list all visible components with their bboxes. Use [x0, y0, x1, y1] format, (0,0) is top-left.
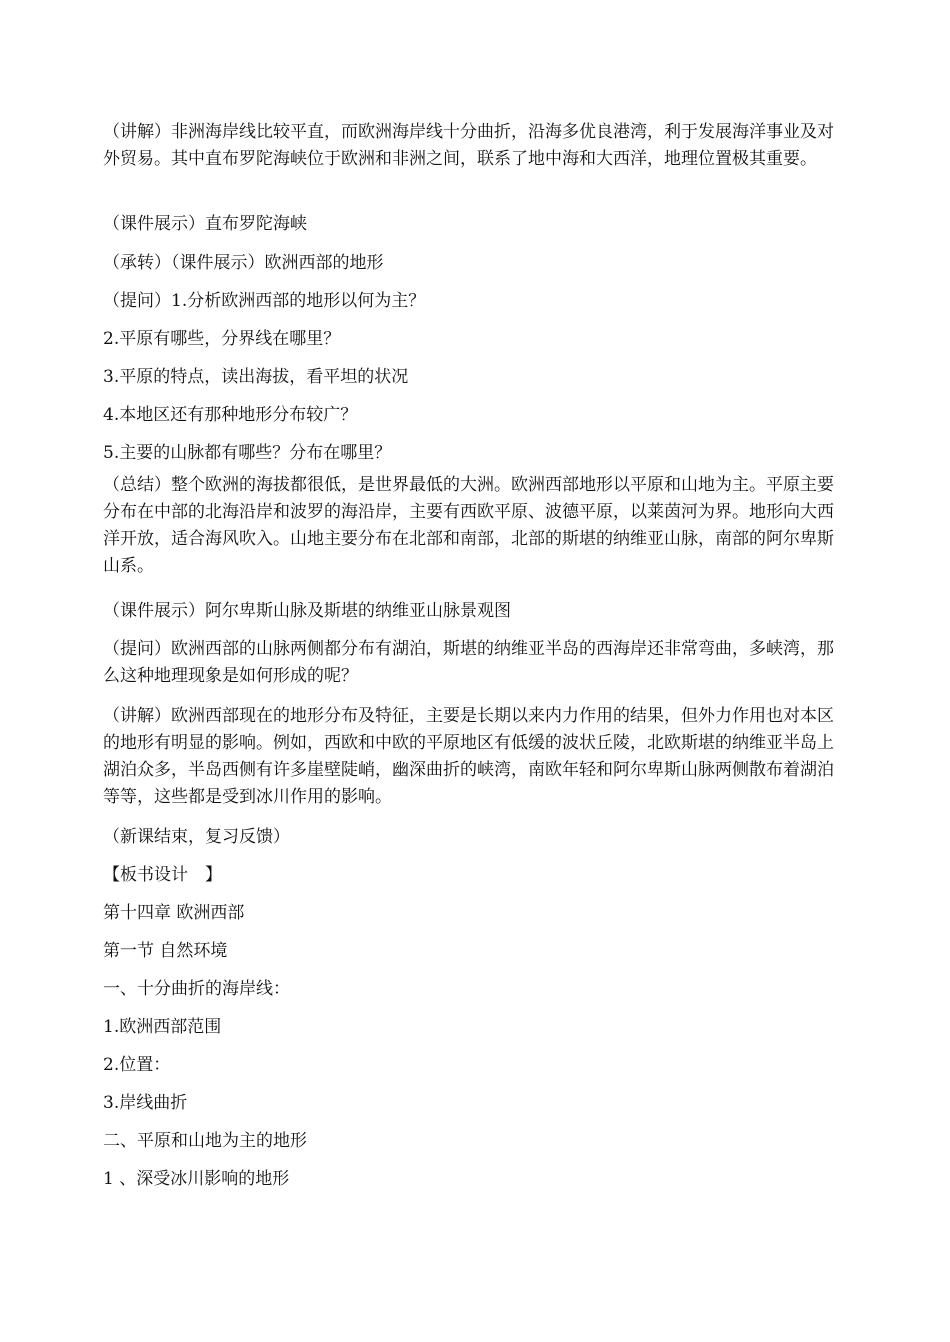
board-outline-item-1: 一、十分曲折的海岸线：: [103, 979, 290, 999]
board-outline-sub-3: 3.岸线曲折: [103, 1093, 188, 1113]
paragraph-show-gibraltar: （课件展示）直布罗陀海峡: [103, 214, 307, 234]
paragraph-question-5: 5.主要的山脉都有哪些？分布在哪里？: [103, 443, 392, 463]
paragraph-lesson-end: （新课结束，复习反馈）: [103, 827, 290, 847]
board-outline-sub-1: 1.欧洲西部范围: [103, 1017, 222, 1037]
paragraph-summary: （总结）整个欧洲的海拔都很低，是世界最低的大洲。欧洲西部地形以平原和山地为主。平原主要分布在中部的北海沿岸和波罗的海沿岸，主要有西欧平原、波德平原，以莱茵河为界。地形向大西洋开放，适合海风吹入。山地主要分布在北部和南部，北部的斯堪的纳维亚山脉，南部的阿尔卑斯山系。: [103, 475, 834, 576]
paragraph-question-fjords: （提问）欧洲西部的山脉两侧都分布有湖泊，斯堪的纳维亚半岛的西海岸还非常弯曲，多峡湾，那么这种地理现象是如何形成的呢？: [103, 639, 834, 686]
board-outline-item-2: 二、平原和山地为主的地形: [103, 1131, 307, 1151]
board-chapter-title: 第十四章 欧洲西部: [103, 903, 245, 923]
paragraph-explain-glaciers: （讲解）欧洲西部现在的地形分布及特征，主要是长期以来内力作用的结果，但外力作用也对本区的地形有明显的影响。例如，西欧和中欧的平原地区有低缓的波状丘陵，北欧斯堪的纳维亚半岛上湖泊众多，半岛西侧有许多崖壁陡峭，幽深曲折的峡湾，南欧年轻和阿尔卑斯山脉两侧散布着湖泊等等，这些都是受到冰川作用的影响。: [103, 706, 834, 807]
board-outline-sub-4: 1 、深受冰川影响的地形: [103, 1169, 290, 1189]
board-outline-sub-2: 2.位置：: [103, 1055, 171, 1075]
paragraph-question-4: 4.本地区还有那种地形分布较广？: [103, 405, 358, 425]
board-design-heading: 【板书设计 】: [103, 865, 222, 885]
paragraph-explain-coastline: （讲解）非洲海岸线比较平直，而欧洲海岸线十分曲折，沿海多优良港湾，利于发展海洋事业及对外贸易。其中直布罗陀海峡位于欧洲和非洲之间，联系了地中海和大西洋，地理位置极其重要。: [103, 122, 834, 169]
board-section-title: 第一节 自然环境: [103, 941, 228, 961]
paragraph-show-mountains: （课件展示）阿尔卑斯山脉及斯堪的纳维亚山脉景观图: [103, 601, 511, 621]
paragraph-question-2: 2.平原有哪些，分界线在哪里？: [103, 329, 341, 349]
paragraph-question-1: （提问）1.分析欧洲西部的地形以何为主？: [103, 291, 426, 311]
paragraph-question-3: 3.平原的特点，读出海拔，看平坦的状况: [103, 367, 409, 387]
paragraph-transition-terrain: （承转）（课件展示）欧洲西部的地形: [103, 253, 384, 273]
